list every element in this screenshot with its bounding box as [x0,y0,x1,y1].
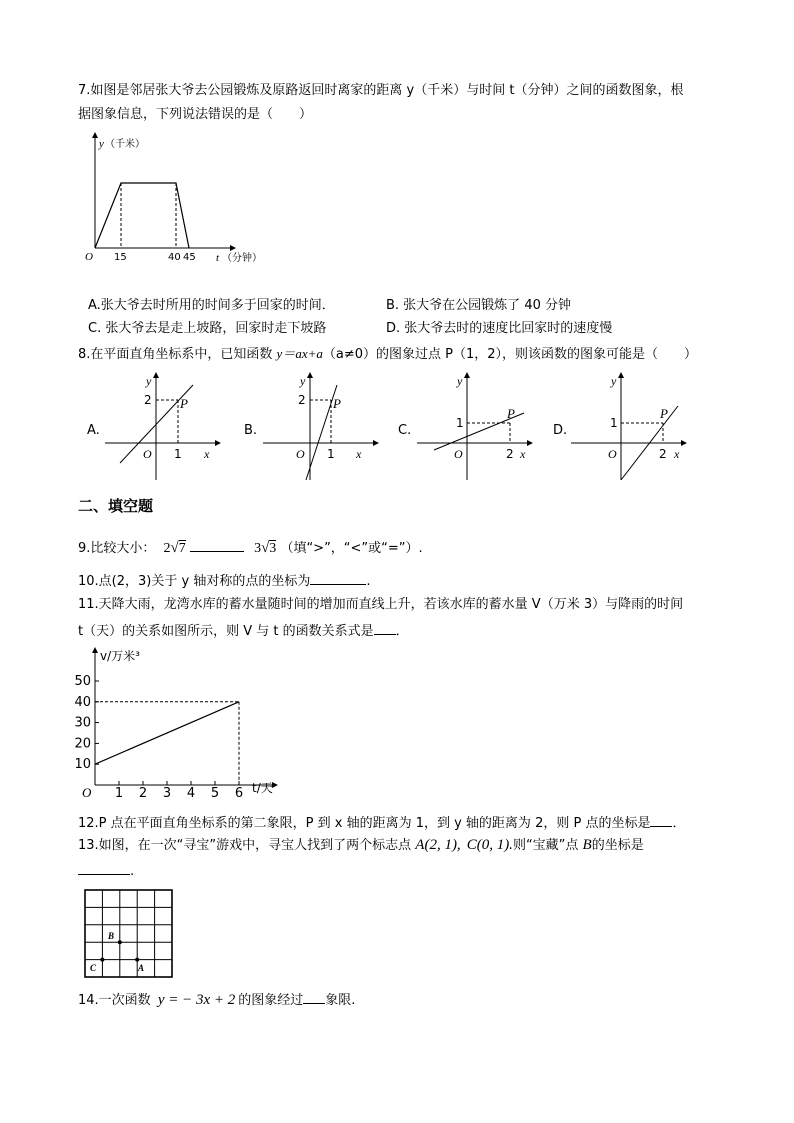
svg-text:2: 2 [659,447,667,461]
q11-chart [70,645,290,805]
svg-text:P: P [180,396,188,411]
q14-answer-blank [303,990,325,1004]
svg-text:P: P [660,406,668,421]
q8-graph-b [258,370,383,485]
svg-text:1: 1 [174,447,182,461]
q11-xtick-label: 4 [186,786,196,801]
svg-text:2: 2 [506,447,514,461]
svg-text:P: P [333,396,341,411]
q8-label-a: A. [87,423,100,438]
q11-xlabel: t/天 [252,781,273,795]
q11-xtick-label: 2 [138,786,148,801]
q11-ytick-label: 10 [74,757,91,773]
svg-text:y: y [146,374,152,388]
section-title-fill-in: 二、填空题 [78,497,154,515]
svg-text:x: x [204,447,210,461]
svg-text:O: O [143,447,152,461]
svg-text:1: 1 [327,447,335,461]
svg-text:y: y [611,374,617,388]
q8-label-d: D. [553,423,568,438]
q8-label-c: C. [398,423,412,438]
q13-grid-label-b: B [108,931,115,941]
svg-text:1: 1 [610,416,618,430]
svg-text:y: y [300,374,306,388]
q9-question: 9.比较大小： 2√7 3√3 （填“>”，“<”或“=”）. [78,540,423,556]
q7-tick-45: 45 [183,252,196,263]
q11-answer-blank [374,621,396,635]
svg-text:x: x [356,447,362,461]
q10-answer-blank [310,571,366,585]
svg-text:P: P [507,406,515,421]
svg-text:2: 2 [298,393,306,407]
q13-blank-line: . [78,861,134,880]
q8-graph-a [100,370,225,485]
q8-question: 8.在平面直角坐标系中，已知函数 y＝ax+a（a≠0）的图象过点 P（1，2），则该函数的图象可能是（ ） [78,346,698,362]
q13-question: 13.如图，在一次“寻宝”游戏中，寻宝人找到了两个标志点 A(2, 1), C(0, 1).则“宝藏”点 B的坐标是 [78,837,644,853]
q8-label-b: B. [244,423,258,438]
q14-question: 14.一次函数 y = − 3x + 2 的图象经过 象限. [78,992,356,1008]
svg-text:O: O [608,447,617,461]
q11-series-line [95,702,239,764]
svg-text:x: x [674,447,680,461]
svg-text:O: O [296,447,305,461]
svg-text:2: 2 [144,393,152,407]
q7-line2: 据图象信息，下列说法错误的是（ ） [78,107,313,122]
q11-ytick-label: 50 [74,674,91,689]
q11-ytick-label: 40 [74,694,91,710]
q12-answer-blank [650,813,672,827]
q7-option-d: D. 张大爷去时的速度比回家时的速度慢 [386,321,613,336]
q13-grid-label-c: C [90,963,97,973]
q7-xlabel-var: t [216,252,220,264]
q8-graph-c [412,370,537,485]
q7-option-a: A.张大爷去时所用的时间多于回家的时间． [88,298,335,313]
q7-tick-40: 40 [168,252,181,263]
q11-ylabel: v/万米³ [100,649,140,663]
q7-option-c: C. 张大爷去是走上坡路，回家时走下坡路 [88,321,327,336]
q12-question: 12.P 点在平面直角坐标系的第二象限，P 到 x 轴的距离为 1，到 y 轴的距离为 2，则 P 点的坐标是 ． [78,813,685,832]
q11-ytick-label: 30 [74,715,91,731]
q7-tick-15: 15 [114,252,127,263]
q7-graph [80,130,280,270]
svg-text:x: x [520,447,526,461]
svg-text:y: y [457,374,463,388]
svg-text:1: 1 [456,416,464,430]
q8-graph-d [566,370,691,485]
q9-answer-blank [190,538,244,552]
q13-grid [84,889,174,979]
q13-grid-label-a: A [138,963,145,973]
q7-ylabel-unit: （千米） [105,139,145,150]
q11-ytick-label: 20 [74,736,91,752]
q10-question: 10.点(2，3)关于 y 轴对称的点的坐标为 . [78,571,370,590]
q11-xtick-label: 1 [114,786,124,801]
q7-line1: 7.如图是邻居张大爷去公园锻炼及原路返回时离家的距离 y（千米）与时间 t（分钟）之间的函数图象，根 [78,83,684,98]
q7-ylabel-var: y [99,138,104,150]
q11-xtick-label: 6 [234,786,244,801]
q13-answer-blank [78,861,130,875]
q7-option-b: B. 张大爷在公园锻炼了 40 分钟 [386,298,571,313]
svg-text:O: O [454,447,463,461]
q11-xtick-label: 3 [162,786,172,801]
q7-origin: O [85,251,93,263]
q11-xtick-label: 5 [210,786,220,801]
q11-line1: 11.天降大雨，龙湾水库的蓄水量随时间的增加而直线上升，若该水库的蓄水量 V（万米 3）与降雨的时间 [78,597,684,612]
q11-line2: t（天）的关系如图所示，则 V 与 t 的函数关系式是 ． [78,621,409,640]
q7-xlabel-unit: （分钟） [222,253,262,264]
q11-origin: O [82,785,92,800]
